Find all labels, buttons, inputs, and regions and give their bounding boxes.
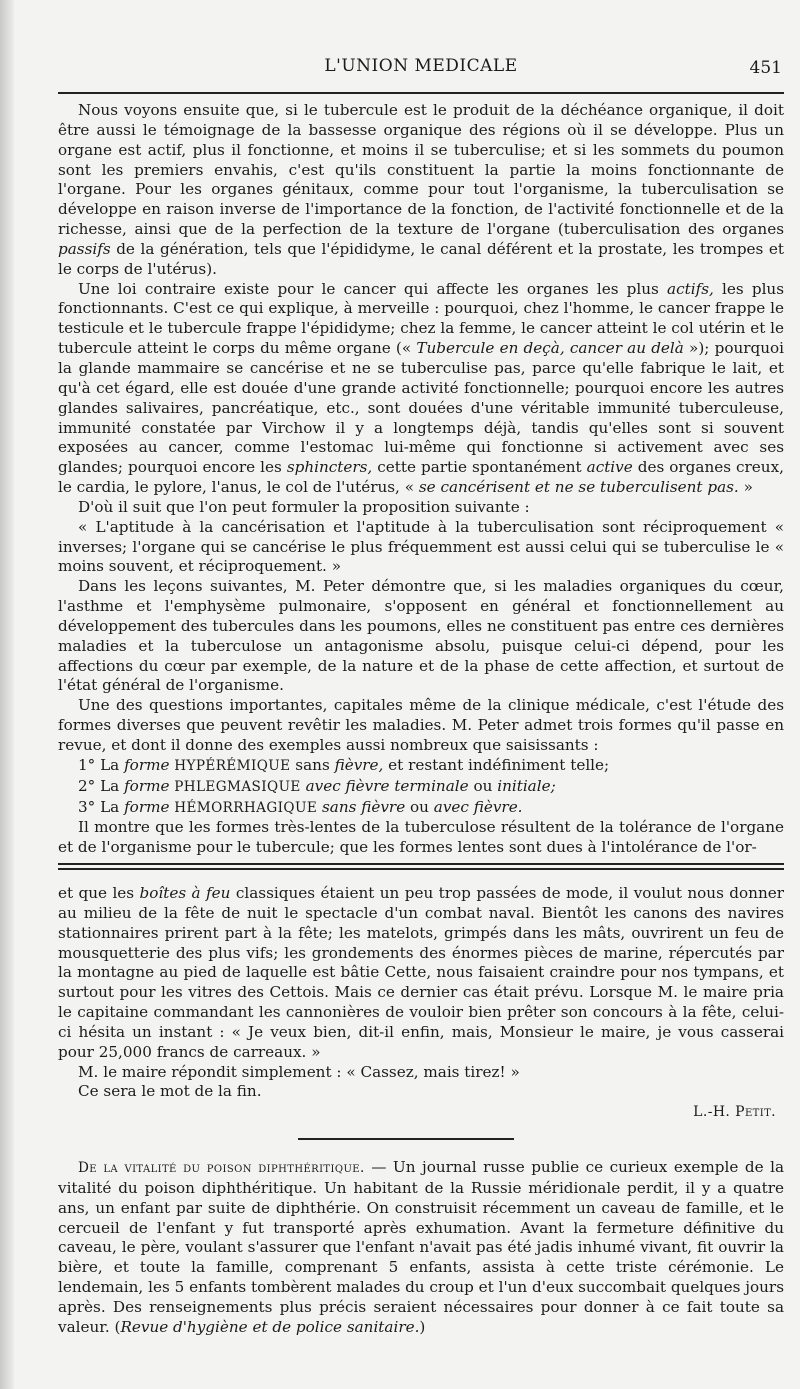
note-title: De la vitalité du poison diphthéritique.	[78, 1160, 365, 1176]
feuilleton	[58, 884, 784, 1123]
paragraph-proposition-intro: D'où il suit que l'on peut formuler la proposition suivante :	[78, 497, 530, 516]
paragraph-peter-lessons: Dans les leçons suivantes, M. Peter démontre que, si les maladies organiques du cœur, l'asthme et l'emphysème pulmonaire, s'opposent en général et fonctionnellement au développement des tubercules dans les poumons, elles ne constituent pas entre ces dernières maladies et la tuberculose un antagonisme absolu, puisque celui-ci dépend, pour les affections du cœur par exemple, de la nature et de la phase de cette affection, et surtout de l'état général de l'organisme.	[58, 577, 784, 695]
running-title: L'UNION MEDICALE	[324, 56, 518, 76]
paragraph-maire-reply: M. le maire répondit simplement : « Cassez, mais tirez! »	[78, 1062, 520, 1081]
quote-proposition: « L'aptitude à la cancérisation et l'aptitude à la tuberculisation sont réciproquement « inverses; l'organe qui se cancérise le plus fréquemment est aussi celui qui se tuberculise le « moins souvent, et réciproquement. »	[58, 517, 784, 576]
header-rule	[58, 92, 784, 94]
paragraph-naval-combat: et que les boîtes à feu classiques étaient un peu trop passées de mode, il voulut nous donner au milieu de la fête de nuit le spectacle d'un combat naval. Bientôt les canons des navires stationnaires prirent part à la fête; les matelots, grimpés dans les mâts, ouvrirent un feu de mousquetterie des plus vifs; les grondements des énormes pièces de marine, répercutés par la montagne au pied de laquelle est bâtie Cette, nous faisaient craindre pour nos tympans, et surtout pour les vitres des Cettois. Mais ce dernier cas était prévu. Lorsque M. le maire pria le capitaine commandant les cannonières de vouloir bien prêter son concours à la fête, celui-ci hésita un instant : « Je veux bien, dit-il enfin, mais, Monsieur le maire, je vous casserai pour 25,000 francs de carreaux. »	[58, 884, 784, 1061]
list-item: 1° La forme HYPÉRÉMIQUE sans fièvre, et restant indéfiniment telle;	[78, 755, 610, 774]
paragraph-tuberculisation: Nous voyons ensuite que, si le tubercule est le produit de la déchéance organique, il doit être aussi le témoignage de la bassesse organique des régions où il se développe. Plus un organe est actif, plus il fonctionne, et moins il se tuberculise; et si les sommets du poumon sont les premiers envahis, c'est qu'ils constituent la partie la moins fonctionnante de l'organe. Pour les organes génitaux, comme pour tout l'organisme, la tuberculisation se développe en raison inverse de l'importance de la fonction, de l'activité fonctionnelle et de la richesse, ainsi que de la perfection de la texture de l'organe (tuberculisation des organes passifs de la génération, tels que l'épididyme, le canal déférent et la prostate, les trompes et le corps de l'utérus).	[58, 101, 784, 278]
paragraph-forms: Une des questions importantes, capitales même de la clinique médicale, c'est l'étude des formes diverses que peuvent revêtir les maladies. M. Peter admet trois formes qu'il passe en revue, et dont il donne des exemples aussi nombreux que saisissants :	[58, 696, 784, 754]
note-diphtheria	[58, 1158, 784, 1338]
page-edge-shadow	[0, 0, 14, 1389]
feuilleton-rule-top	[58, 863, 784, 865]
author-signature: L.-H. Petit.	[693, 1104, 776, 1121]
page-header	[58, 52, 784, 82]
paragraph-diphtheria: De la vitalité du poison diphthéritique. — Un journal russe publie ce curieux exemple de la vitalité du poison diphthéritique. Un habitant de la Russie méridionale perdit, il y a quatre ans, un enfant par suite de diphthérie. On construisit récemment un caveau de famille, et le cercueil de l'enfant y fut transporté après exhumation. Avant la fermeture définitive du caveau, le père, voulant s'assurer que l'enfant n'avait pas été jadis inhumé vivant, fit ouvrir la bière, et toute la famille, comprenant 5 enfants, assista à cette triste cérémonie. Le lendemain, les 5 enfants tombèrent malades du croup et l'un d'eux succombait quelques jours après. Des renseignements plus précis seraient nécessaires pour donner à ce fait toute sa valeur. (Revue d'hygiène et de police sanitaire.)	[58, 1158, 784, 1336]
article-main	[58, 101, 784, 858]
page-number: 451	[749, 58, 782, 78]
note-source: Revue d'hygiène et de police sanitaire.	[120, 1317, 420, 1336]
paragraph-cancer-law: Une loi contraire existe pour le cancer qui affecte les organes les plus actifs, les plus fonctionnants. C'est ce qui explique, à merveille : pourquoi, chez l'homme, le cancer frappe le testicule et le tubercule frappe l'épididyme; chez la femme, le cancer atteint le col utérin et le tubercule atteint le corps du même organe (« Tubercule en deçà, cancer au delà »); pourquoi la glande mammaire se cancérise et ne se tuberculise pas, parce qu'elle fabrique le lait, et qu'à cet égard, elle est douée d'une grande activité fonctionnelle; pourquoi encore les autres glandes salivaires, pancréatique, etc., sont douées d'une véritable immunité tuberculeuse, immunité constatée par Virchow il y a longtemps déjà, tandis qu'elles sont si souvent exposées au cancer, comme l'estomac lui-même qui fonctionne si activement avec ses glandes; pourquoi encore les sphincters, cette partie spontanément active des organes creux, le cardia, le pylore, l'anus, le col de l'utérus, « se cancérisent et ne se tuberculisent pas. »	[58, 279, 785, 497]
feuilleton-rule-bottom	[58, 868, 784, 870]
paragraph-tolerance: Il montre que les formes très-lentes de la tuberculose résultent de la tolérance de l'organe et de l'organisme pour le tubercule; que les formes lentes sont dues à l'intolérance de l'or-	[58, 818, 784, 857]
list-item: 2° La forme PHLEGMASIQUE avec fièvre terminale ou initiale;	[78, 776, 556, 795]
paragraph-final-word: Ce sera le mot de la fin.	[78, 1082, 262, 1101]
section-divider	[298, 1138, 514, 1140]
list-item: 3° La forme HÉMORRHAGIQUE sans fièvre ou avec fièvre.	[78, 797, 523, 816]
